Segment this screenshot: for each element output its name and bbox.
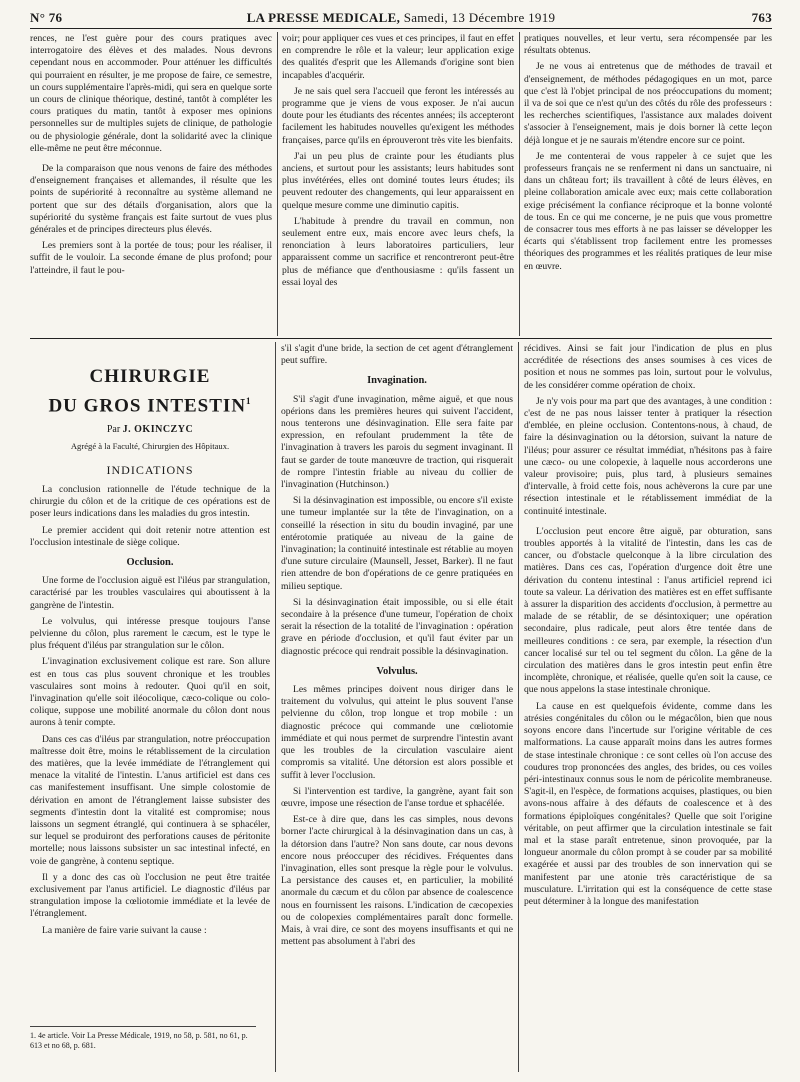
paragraph: La manière de faire varie suivant la cause : — [42, 924, 207, 936]
footnote-marker: 1 — [246, 396, 252, 406]
paragraph: Je n'y vois pour ma part que des avantages, à une condition : c'est de ne pas nous laisser tenter à pratiquer la résection d'emblée, en pleine occlusion. Contentons-nous, à chaud, de faire la désinvagination ou la détorsion, suivant la nature de l'iléus; pour assurer ce résultat immédiat, n'hésitons pas à faire une cæco- ou une colopexie, à laquelle nous accorderons une valeur provisoire; puis, plus tard, à plusieurs semaines d'intervalle, à froid cette fois, nous achèverons la cure par une résection intestinale et le rétablissement immédiat de la continuité intestinale. — [524, 395, 772, 517]
paragraph: J'ai un peu plus de crainte pour les étudiants plus anciens, et surtout pour les assistants; leurs habitudes sont plus invétérées, elles ont dominé toutes leurs études; ils peuvent redouter des changements, qui leur apparaissent en quelque mesure comme une diminutio capitis. — [282, 150, 514, 211]
paragraph: Je ne vous ai entretenus que de méthodes de travail et d'enseignement, de méthodes pédagogiques en un mot, parce que c'est là l'objet principal de nos préoccupations du moment; il va de soi que ce n'est qu'un des côtés du rôle des professeurs : les recherches scientifiques, l'assistance aux malades doivent s'associer à l'enseignement, mais je dois borner là cette leçon déjà longue et je ne saurais m'étendre encore sur ce point. — [524, 61, 772, 146]
subheading-invagination: Invagination. — [367, 375, 427, 387]
article-column-1 — [30, 343, 270, 1023]
paragraph: Dans ces cas d'iléus par strangulation, notre préoccupation maîtresse doit être, moins le rétablissement de la circulation des matières, que la levée immédiate de l'étranglement qui menace la vitalité de l'intestin. L'anus artificiel est dans ces cas manifestement insuffisant. Une simple colostomie de dérivation en amont de l'étranglement laisse subsister des segments d'intestin dont la vitalité est compromise; nous laissons un segment étranglé, qui continuera à se sphacéler, sur lequel se produiront des perforations causes de péritonite mortelle; nous laissons subsister un sac intestinal infecté, en voie de gangrène, à contenu septique. — [30, 733, 270, 867]
page-header — [30, 6, 772, 29]
paragraph: Si la désinvagination est impossible, ou encore s'il existe une tumeur implantée sur la tête de l'invagination, on a conseillé la résection in situ du boudin invaginé, par une entérotomie pratiquée au niveau de la gaine de l'invagination; la continuité intestinale est rétablie au moyen d'une suture circulaire (Maunsell, Jesset, Barker). Il ne faut rien attendre de bon d'opérations de ce genre pratiquées en milieu septique. — [281, 495, 513, 592]
issue-date: Samedi, 13 Décembre 1919 — [403, 10, 556, 25]
byline-prefix: Par — [106, 424, 121, 436]
column-divider — [518, 342, 519, 1072]
journal-name: LA PRESSE MEDICALE, — [246, 10, 401, 25]
top-column-1 — [30, 33, 272, 335]
paragraph: pratiques nouvelles, et leur vertu, sera récompensée par les résultats obtenus. — [524, 33, 772, 57]
paragraph: voir; pour appliquer ces vues et ces principes, il faut en effet en comprendre le rôle et la valeur; leur application exige des qualités d'esprit que les Allemands d'origine sont bien incapables d'acquérir. — [282, 33, 514, 81]
paragraph: Les mêmes principes doivent nous diriger dans le traitement du volvulus, qui atteint le plus souvent l'anse pelvienne du côlon, trop longue et trop mobile : un diagnostic précoce qui commande une cœliotomie immédiate et qui nous permet de surprendre l'intestin avant que les troubles de la circulation vasculaire aient compromis sa vitalité. Une détorsion est alors possible et suffit à lever l'occlusion. — [281, 684, 513, 781]
paragraph: Si la désinvagination était impossible, ou si elle était secondaire à la présence d'une tumeur, l'opération de choix serait la résection de la totalité de l'invagination : opération grave en période d'occlusion, et qu'il faut éviter par un diagnostic précoce qui rendrait possible la désinvagination. — [281, 596, 513, 657]
top-column-3 — [524, 33, 772, 335]
paragraph: Une forme de l'occlusion aiguë est l'iléus par strangulation, caractérisé par les troubles vasculaires qui aboutissent à la gangrène de l'intestin. — [30, 575, 270, 611]
paragraph: S'il s'agit d'une invagination, même aiguë, et que nous opérions dans les premières heures qui suivent l'accident, nous tenterons une désinvagination. Elle sera faite par expression, en refoulant prudemment la tête de l'invagination à travers les parois du segment invaginant. Il faut se garder de toute manœuvre de traction, qui risquerait de rompre l'intestin friable au niveau du collier de l'invagination (Hutchinson.) — [281, 393, 513, 491]
paragraph: s'il s'agit d'une bride, la section de cet agent d'étranglement peut suffire. — [281, 343, 513, 367]
paragraph: L'habitude à prendre du travail en commun, non seulement entre eux, mais encore avec leurs chefs, la renonciation à leurs laboratoires particuliers, leur apparaissent comme un sacrifice et rencontreront peut-être plus de méfiance que d'enthousiasme : qu'ils fassent un essai loyal des — [282, 215, 514, 288]
paragraph: Il y a donc des cas où l'occlusion ne peut être traitée exclusivement par l'anus artificiel. Le diagnostic d'iléus par strangulation impose la cœliotomie immédiate et la levée de l'étranglement. — [30, 871, 270, 920]
paragraph: L'occlusion peut encore être aiguë, par obturation, sans troubles apportés à la vitalité de l'intestin, dans les cas de cancer, ou d'obstacle quelconque à la libre circulation des matières. Dans ces cas, l'opération d'urgence doit être une dérivation du contenu intestinal : l'anus artificiel reprend ici toute sa valeur. La dérivation des matières est en effet suffisante à assurer la disparition des accidents d'occlusion, à permettre au malade de se rétablir, de se désintoxiquer; une opération secondaire, plus radicale, peut alors être tentée dans de meilleures conditions : ce sera, par exemple, la résection d'un cancer localisé sur tel ou tel segment du côlon. La gêne de la circulation des matières dans le gros intestin peut enfin être incomplète, chronique, et réalisée, quelle qu'en soit la cause, ce que nous appelons la stase intestinale chronique. — [524, 525, 772, 696]
article-title-line-1: CHIRURGIE — [89, 366, 211, 387]
article-title — [30, 365, 270, 418]
column-divider — [277, 32, 278, 336]
article-title-line-2: DU GROS INTESTIN — [48, 395, 247, 417]
paragraph: Si l'intervention est tardive, la gangrène, ayant fait son œuvre, impose une résection de l'anse tordue et sphacélée. — [281, 785, 513, 809]
journal-title — [30, 10, 772, 26]
paragraph: rences, ne l'est guère pour des cours pratiques avec interrogatoire des élèves et des malades. Nous devrons cependant nous en accommoder. Pour atténuer les difficultés qui pourraient en résulter, je me propose de faire, ce semestre, un cours supplémentaire l'après-midi, qui sera en quelque sorte un cours de clinique théorique, destiné, tantôt à compléter les cours pratiques du matin, tantôt à exposer mes opinions personnelles sur de multiples sujets de clinique, de pathologie ou de physiologie générale, dont la solidarité avec la clinique elle-même ne peut être méconnue. — [30, 33, 272, 154]
page-number: 763 — [751, 10, 772, 25]
author-affiliation: Agrégé à la Faculté, Chirurgien des Hôpitaux. — [70, 440, 230, 451]
column-divider — [275, 342, 276, 1072]
subheading-volvulus: Volvulus. — [376, 665, 418, 677]
paragraph: La conclusion rationnelle de l'étude technique de la chirurgie du côlon et de la critique de ces opérations est de poser leurs indications dans les maladies du gros intestin. — [30, 483, 270, 520]
paragraph: L'invagination exclusivement colique est rare. Son allure est en tous cas plus souvent chronique et les troubles vasculaires sont moins à redouter. Quoi qu'il en soit, l'invagination qu'elle soit iléocolique, cæco-colique ou colo-colique, suppose une mobilité anormale du côlon dont nous aurons à tenir compte. — [30, 656, 270, 729]
top-column-2 — [282, 33, 514, 335]
paragraph: Je me contenterai de vous rappeler à ce sujet que les professeurs français ne se renferment ni dans un sanctuaire, ni dans un château fort; ils travaillent à côté de leurs élèves, en pleine collaboration amicale avec eux; mais cette collaboration exige précisément la confiance réciproque et la bonne volonté de tous. En ce qui me concerne, je ne puis que vous promettre de consacrer tous mes efforts à ne pas laisser se développer les écarts qui s'établissent trop facilement entre les promesses théoriques des programmes et les réalités pratiques de leur mise en œuvre. — [524, 150, 772, 272]
column-divider — [519, 32, 520, 336]
paragraph: Le volvulus, qui intéresse presque toujours l'anse pelvienne du côlon, plus rarement le cæcum, est le type le plus fréquent d'iléus par strangulation sur le côlon. — [30, 615, 270, 652]
paragraph: Le premier accident qui doit retenir notre attention est l'occlusion intestinale de siège colique. — [30, 524, 270, 548]
article-column-3 — [524, 343, 772, 1072]
paragraph: De la comparaison que nous venons de faire des méthodes d'enseignement françaises et allemandes, il résulte que les points de supériorité à reconnaître au système allemand ne portent que sur des détails d'organisation, alors que la supériorité du système français est faite surtout de vues plus générales et de principes directeurs plus élevés. — [30, 163, 272, 236]
paragraph: La cause en est quelquefois évidente, comme dans les atrésies congénitales du côlon ou le mégacôlon, bien que nous soyons encore dans l'incertude sur l'origine véritable de ces malformations. La cause apparaît moins dans les autres formes de stase intestinale chronique : ce sont celles où l'on accuse des coudures trop prononcées des angles, des brides, ou ces voiles péri-intestinaux connus sous le nom de péricolite membraneuse. S'agit-il, en l'espèce, de formations acquises, plastiques, ou bien avons-nous affaire à des défauts de coalescence et à des formations épiploïques congénitales? Quelle que soit l'origine véritable, on peut affirmer que la circulation intestinale se fait mal et la stase paraît entretenue, sinon provoquée, par la longueur anormale du côlon prompt à se couder par sa mobilité exagérée et aussi par des troubles de son innervation qui se manifestent par une atonie très caractéristique de sa musculature. L'irritation qui est la conséquence de cette stase peut déterminer à la longue des manifestation — [524, 700, 772, 907]
paragraph: Est-ce à dire que, dans les cas simples, nous devons borner l'acte chirurgical à la désinvagination dans un cas, à la détorsion dans l'autre? Non sans doute, car nous devons encore nous préoccuper des récidives. Fréquentes dans l'invagination, elles sont presque la règle pour le volvulus. La persistance des causes et, en particulier, la mobilité anormale du cæcum et du côlon par absence de coalescence nous en fournissent les raisons. L'indication de cæcopexies ou de colopexies complémentaires paraît donc formelle. Mais, à vrai dire, ce sont des moyens insuffisants et qui ne mettent pas absolument à l'abri des — [281, 814, 513, 948]
section-heading: INDICATIONS — [106, 462, 194, 477]
paragraph: Je ne sais quel sera l'accueil que feront les intéressés au programme que je viens de vous exposer. Je n'ai aucun doute pour les étudiants des récentes années; ils accepteront facilement les habitudes nouvelles qu'exigent les méthodes françaises, parce qu'ils en éprouveront très vite les bienfaits. — [282, 85, 514, 146]
paragraph: Les premiers sont à la portée de tous; pour les réaliser, il suffit de le vouloir. La seconde émane de plus profond; pour l'atteindre, il faut le pou- — [30, 240, 272, 276]
footnote: 1. 4e article. Voir La Presse Médicale, 1919, no 58, p. 581, no 61, p. 613 et no 68, p. 681. — [30, 1026, 256, 1051]
author-name: J. OKINCZYC — [122, 424, 194, 436]
issue-number: N° 76 — [30, 10, 63, 25]
section-divider — [30, 338, 772, 339]
subheading-occlusion: Occlusion. — [126, 556, 174, 568]
paragraph: récidives. Ainsi se fait jour l'indication de plus en plus accréditée de résections des anses soumises à ces vices de position et nous ne sommes pas loin, surtout pour le volvulus, de les considérer comme opération de choix. — [524, 343, 772, 391]
byline — [30, 424, 270, 436]
article-column-2 — [281, 343, 513, 1072]
